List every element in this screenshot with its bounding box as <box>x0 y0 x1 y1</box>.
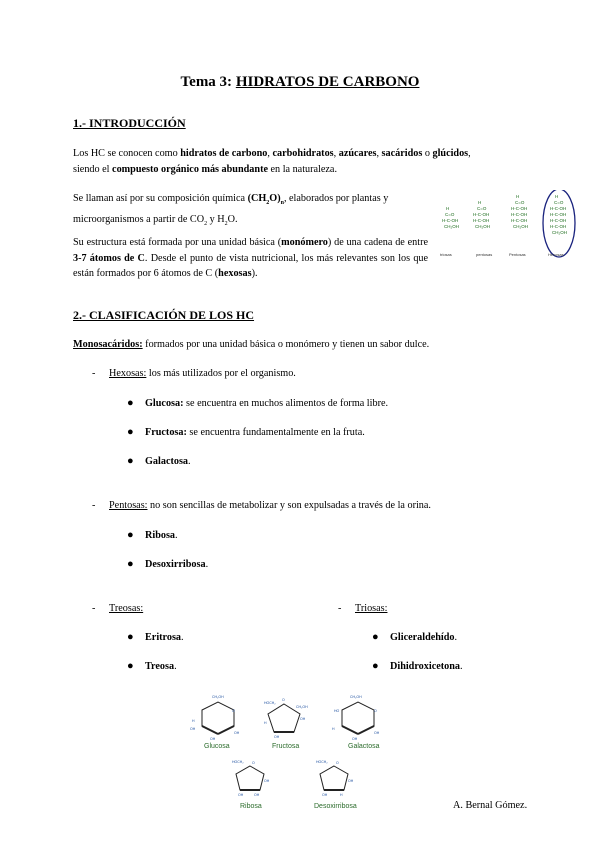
svg-text:OH: OH <box>348 779 354 783</box>
svg-text:HO: HO <box>334 709 340 713</box>
bullet-treosa: ● <box>127 660 134 672</box>
caption-fructosa: Fructosa <box>272 743 300 750</box>
svg-text:H-C-OH: H-C-OH <box>550 212 567 217</box>
svg-text:OH: OH <box>352 737 358 741</box>
bullet-desoxirribosa: ● <box>127 558 134 570</box>
svg-text:H: H <box>478 200 482 205</box>
figure-top-label-3: Pentosas <box>509 252 526 257</box>
svg-text:H: H <box>555 194 559 199</box>
svg-text:CH₂OH: CH₂OH <box>444 224 459 229</box>
svg-text:OH: OH <box>238 793 244 797</box>
svg-text:OH: OH <box>254 793 260 797</box>
svg-text:CH₂OH: CH₂OH <box>350 695 362 699</box>
fructosa-line: Fructosa: se encuentra fundamentalmente en la fruta. <box>145 427 365 438</box>
bullet-glucosa: ● <box>127 397 134 409</box>
bullet-fructosa: ● <box>127 426 134 438</box>
svg-text:H-C-OH: H-C-OH <box>511 218 528 223</box>
svg-text:H-C-OH: H-C-OH <box>473 218 490 223</box>
svg-text:CH₂OH: CH₂OH <box>513 224 528 229</box>
ribosa-line: Ribosa. <box>145 530 178 541</box>
svg-text:OH: OH <box>274 735 280 739</box>
bullet-gliceraldehido: ● <box>372 631 379 643</box>
svg-text:H-C-OH: H-C-OH <box>550 218 567 223</box>
triosas-label: Triosas: <box>355 603 388 614</box>
bullet-dihidroxicetona: ● <box>372 660 379 672</box>
caption-galactosa: Galactosa <box>348 743 380 750</box>
gliceraldehido-line: Gliceraldehído. <box>390 632 458 643</box>
intro-paragraph-2: Se llaman así por su composición química $(CH_2O)_n$, elaborados por plantas y microorganismos a partir de $CO_2$ y $H_2O$. <box>73 193 389 227</box>
pentosa-structure <box>511 194 528 229</box>
intro-heading: 1.- INTRODUCCIÓN <box>73 116 186 130</box>
caption-glucosa: Glucosa <box>204 743 230 750</box>
svg-text:H-C-OH: H-C-OH <box>511 212 528 217</box>
svg-text:H-C-OH: H-C-OH <box>473 212 490 217</box>
figure-top-label-2: pentosas <box>476 252 493 257</box>
galactosa-line: Galactosa. <box>145 456 191 467</box>
dash-treosas: - <box>92 603 96 614</box>
svg-text:H-C-OH: H-C-OH <box>511 206 528 211</box>
dihidroxicetona-line: Dihidroxicetona. <box>390 661 463 672</box>
caption-ribosa: Ribosa <box>240 803 262 810</box>
intro-paragraph-1: Los HC se conocen como hidratos de carbono, carbohidratos, azúcares, sacáridos o glúcidos, siendo el compuesto orgánico más abundante en la naturaleza. <box>73 148 471 175</box>
title-main: HIDRATOS DE CARBONO <box>235 74 420 90</box>
glucosa-line: Glucosa: se encuentra en muchos alimentos de forma libre. <box>145 398 389 409</box>
svg-text:HOCH₂: HOCH₂ <box>232 760 244 764</box>
svg-text:H: H <box>340 793 343 797</box>
page-title: Tema 3: HIDRATOS DE CARBONO <box>180 74 420 90</box>
svg-text:H: H <box>446 206 450 211</box>
svg-text:CH₂OH: CH₂OH <box>475 224 490 229</box>
svg-text:O: O <box>252 761 255 765</box>
desoxirribosa-ring <box>320 766 348 790</box>
svg-text:OH: OH <box>234 731 240 735</box>
figure-top-label-1: triosas <box>440 252 452 257</box>
svg-text:OH: OH <box>322 793 328 797</box>
treosas-label: Treosas: <box>109 603 144 614</box>
svg-text:O: O <box>282 698 285 702</box>
svg-text:O: O <box>232 709 235 713</box>
hexosa-structure <box>550 194 567 235</box>
svg-text:H-C-OH: H-C-OH <box>550 206 567 211</box>
intro-paragraph-3: Su estructura está formada por una unidad básica (monómero) de una cadena de entre 3-7 átomos de C. Desde el punto de vista nutricional, los más relevantes son los que están formados por 6 átomos de C (hexosas). <box>73 237 429 279</box>
caption-desoxirribosa: Desoxirribosa <box>314 803 357 810</box>
svg-text:OH: OH <box>210 737 216 741</box>
svg-text:H: H <box>192 719 195 723</box>
ribosa-ring <box>236 766 264 790</box>
eritrosa-line: Eritrosa. <box>145 632 184 643</box>
svg-text:H: H <box>264 721 267 725</box>
bullet-eritrosa: ● <box>127 631 134 643</box>
pentosas-line: Pentosas: no son sencillas de metabolizar y son expulsadas a través de la orina. <box>109 500 431 511</box>
svg-text:O: O <box>374 709 377 713</box>
svg-text:HOCH₂: HOCH₂ <box>264 701 276 705</box>
svg-text:O: O <box>336 761 339 765</box>
galactosa-ring <box>342 702 374 734</box>
svg-text:OH: OH <box>300 717 306 721</box>
triosa-structure <box>442 206 459 229</box>
svg-text:CH₂OH: CH₂OH <box>552 230 567 235</box>
svg-text:OH: OH <box>190 727 196 731</box>
bullet-galactosa: ● <box>127 455 134 467</box>
svg-text:C=O: C=O <box>515 200 525 205</box>
svg-text:OH: OH <box>374 731 380 735</box>
svg-text:OH: OH <box>264 779 270 783</box>
svg-text:C=O: C=O <box>554 200 564 205</box>
monosaccharide-linear-figure <box>436 190 576 262</box>
bullet-ribosa: ● <box>127 529 134 541</box>
treosa-line: Treosa. <box>145 661 177 672</box>
svg-text:H-C-OH: H-C-OH <box>550 224 567 229</box>
monosacaridos-line: Monosacáridos: formados por una unidad básica o monómero y tienen un sabor dulce. <box>73 339 430 350</box>
dash-hexosas: - <box>92 368 96 379</box>
desoxirribosa-line: Desoxirribosa. <box>145 559 209 570</box>
tetrosa-structure <box>473 200 490 229</box>
svg-text:C=O: C=O <box>477 206 487 211</box>
svg-text:H: H <box>516 194 520 199</box>
glucosa-ring <box>202 702 234 734</box>
figure-top-label-4: Hexosas <box>548 252 564 257</box>
monosaccharide-ring-figure <box>188 690 408 815</box>
dash-pentosas: - <box>92 500 96 511</box>
clasif-heading: 2.- CLASIFICACIÓN DE LOS HC <box>73 308 255 322</box>
svg-text:HOCH₂: HOCH₂ <box>316 760 328 764</box>
svg-text:H-C-OH: H-C-OH <box>442 218 459 223</box>
svg-text:C=O: C=O <box>445 212 455 217</box>
svg-text:CH₂OH: CH₂OH <box>296 705 308 709</box>
svg-text:H: H <box>332 727 335 731</box>
dash-triosas: - <box>338 603 342 614</box>
svg-text:CH₂OH: CH₂OH <box>212 695 224 699</box>
author: A. Bernal Gómez. <box>453 800 528 811</box>
hexosas-line: Hexosas: los más utilizados por el organismo. <box>109 368 296 379</box>
